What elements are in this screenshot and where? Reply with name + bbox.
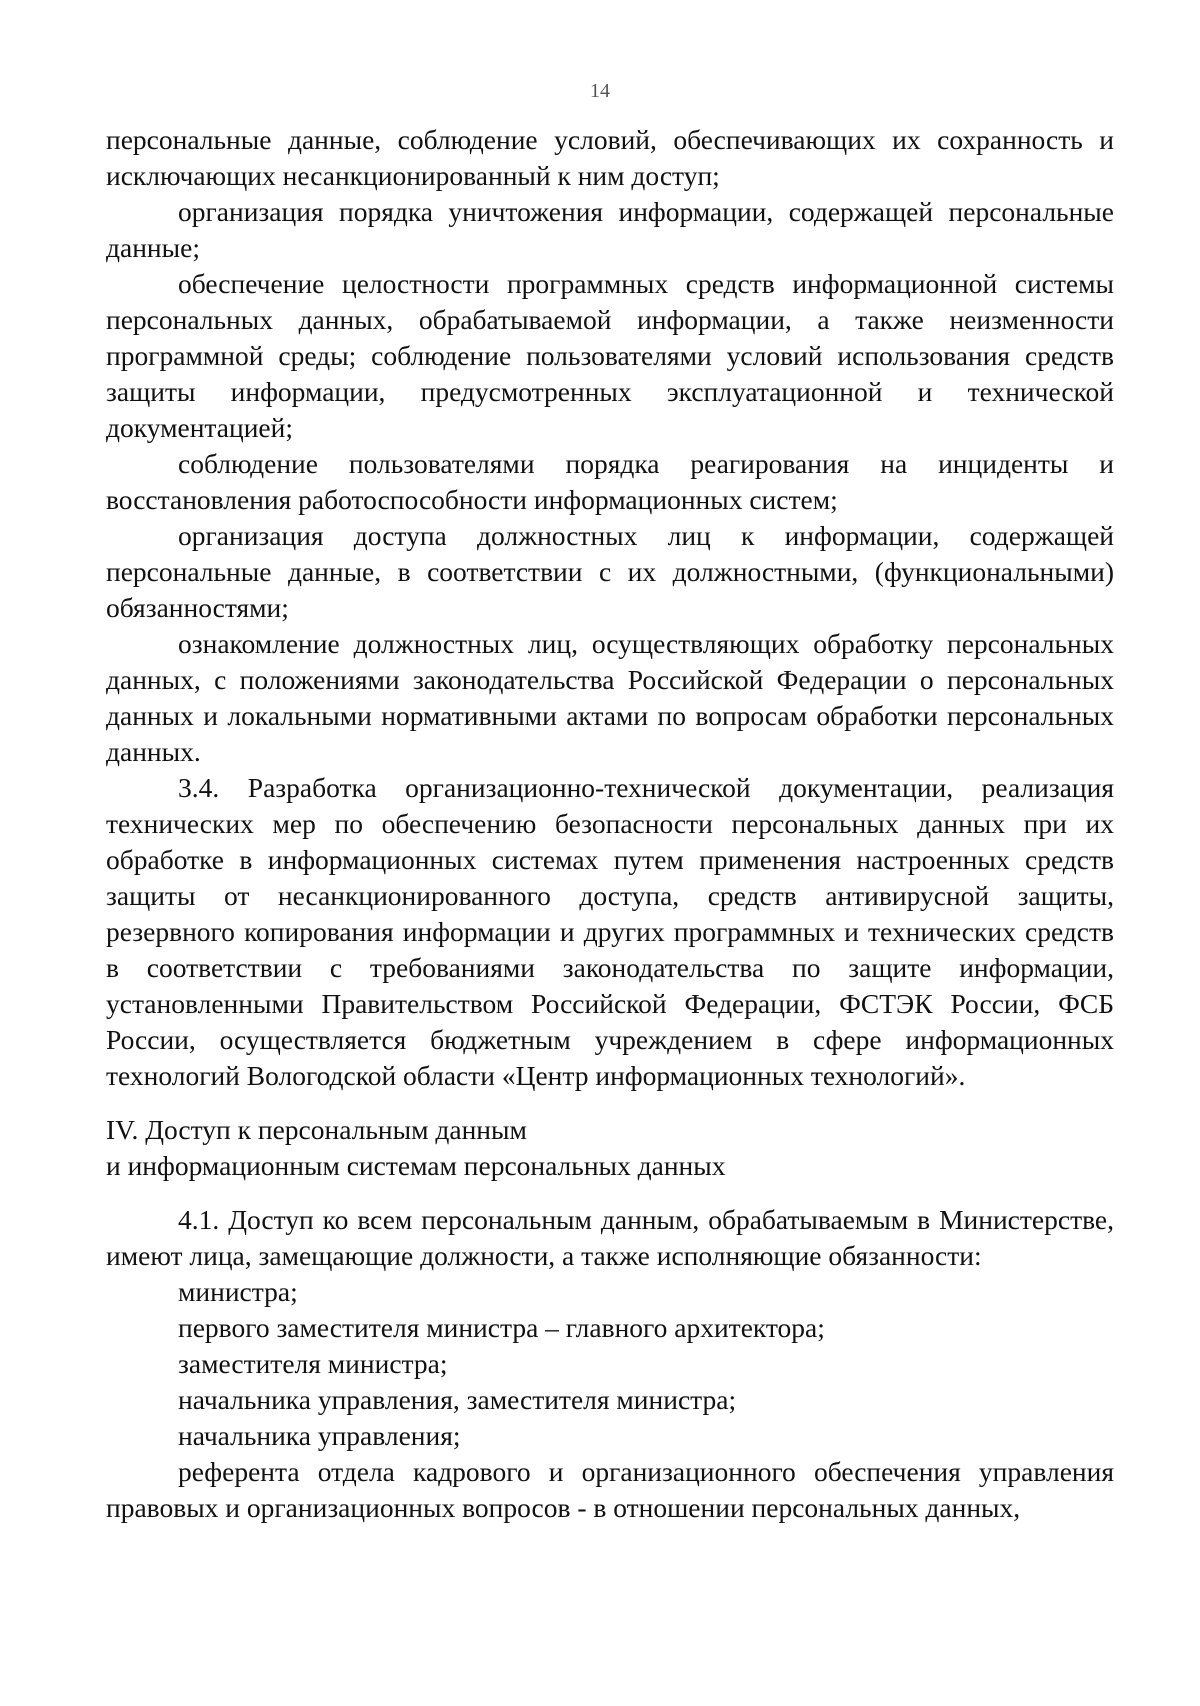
paragraph: организация доступа должностных лиц к информации, содержащей персональные данные, в соответствии с их должностными, (функциональными) обязанностями; [106, 520, 1114, 623]
list-item: заместителя министра; [178, 1348, 448, 1379]
paragraph: организация порядка уничтожения информации, содержащей персональные данные; [106, 196, 1114, 263]
page-number: 14 [590, 80, 610, 102]
list-item: министра; [178, 1276, 298, 1307]
list-item: начальника управления, заместителя министра; [178, 1384, 737, 1415]
paragraph: соблюдение пользователями порядка реагирования на инциденты и восстановления работоспособности информационных систем; [106, 448, 1114, 515]
section-heading [106, 1112, 1114, 1184]
paragraph: ознакомление должностных лиц, осуществляющих обработку персональных данных, с положениями законодательства Российской Федерации о персональных данных и локальными нормативными актами по вопросам обработки персональных данных. [106, 628, 1114, 767]
section-heading-line-2: и информационным системам персональных данных [106, 1150, 726, 1181]
paragraph: обеспечение целостности программных средств информационной системы персональных данных, обрабатываемой информации, а также неизменности программной среды; соблюдение пользователями условий использования средств защиты информации, предусмотренных эксплуатационной и технической документацией; [106, 268, 1114, 443]
paragraph-3-4: 3.4. Разработка организационно-технической документации, реализация технических мер по обеспечению безопасности персональных данных при их обработке в информационных системах путем применения настроенных средств защиты от несанкционированного доступа, средств антивирусной защиты, резервного копирования информации и других программных и технических средств в соответствии с требованиями законодательства по защите информации, установленными Правительством Российской Федерации, ФСТЭК России, ФСБ России, осуществляется бюджетным учреждением в сфере информационных технологий Вологодской области «Центр информационных технологий». [106, 772, 1114, 1091]
list-item: начальника управления; [178, 1420, 461, 1451]
section-heading-line-1: IV. Доступ к персональным данным [106, 1114, 527, 1145]
paragraph-4-1: 4.1. Доступ ко всем персональным данным, обрабатываемым в Министерстве, имеют лица, замещающие должности, а также исполняющие обязанности: [106, 1204, 1114, 1271]
list-item: первого заместителя министра – главного архитектора; [178, 1312, 825, 1343]
document-body [106, 122, 1114, 1526]
list-item: референта отдела кадрового и организационного обеспечения управления правовых и организационных вопросов - в отношении персональных данных, [106, 1456, 1114, 1523]
paragraph-continuation: персональные данные, соблюдение условий, обеспечивающих их сохранность и исключающих несанкционированный к ним доступ; [106, 124, 1114, 191]
